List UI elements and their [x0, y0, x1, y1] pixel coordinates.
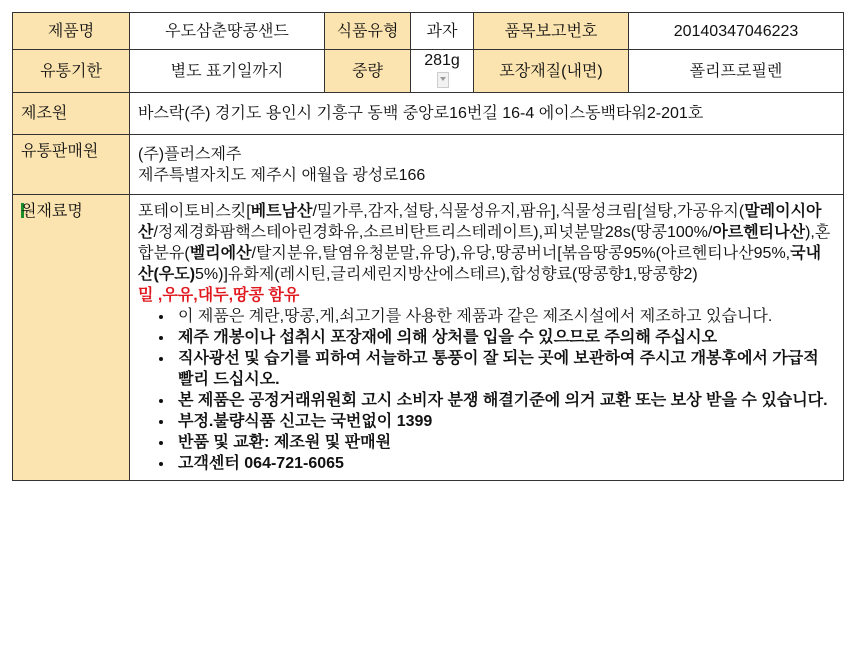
report-number-value[interactable]: 20140347046223 [629, 13, 844, 50]
notice-item: • 고객센터 064-721-6065 [174, 453, 835, 474]
table-row [13, 195, 844, 481]
product-name-value[interactable]: 우도삼춘땅콩샌드 [130, 13, 325, 50]
distributor-cell[interactable] [130, 135, 844, 195]
table-row [13, 50, 844, 93]
distributor-label: 유통판매원 [13, 135, 130, 195]
ingredients-part: 5%)]유화제(레시틴,글리세린지방산에스테르),합성향료(땅콩향1,땅콩향2) [195, 266, 698, 283]
expiry-value[interactable]: 별도 표기일까지 [130, 50, 325, 93]
manufacturer-value[interactable]: 바스락(주) 경기도 용인시 기흥구 동백 중앙로16번길 16-4 에이스동백타워2-201호 [130, 93, 844, 135]
ingredients-part: 포테이토비스킷[ [138, 203, 251, 220]
origin-highlight: 말레이시아산 [138, 203, 822, 241]
notice-list [138, 306, 835, 480]
manufacturer-label: 제조원 [13, 93, 130, 135]
ingredients-part: ),혼합분유( [138, 224, 831, 262]
packaging-value[interactable]: 폴리프로필렌 [629, 50, 844, 93]
packaging-label: 포장재질(내면) [474, 50, 629, 93]
ingredients-label-cell [13, 195, 130, 481]
origin-highlight: 벨리에산 [189, 245, 252, 262]
table-row [13, 135, 844, 195]
notice-item: • 이 제품은 계란,땅콩,게,쇠고기를 사용한 제품과 같은 제조시설에서 제조하고 있습니다. [174, 306, 835, 327]
food-type-value[interactable]: 과자 [411, 13, 474, 50]
report-number-label: 품목보고번호 [474, 13, 629, 50]
spin-arrow-icon[interactable] [437, 72, 449, 88]
food-type-label: 식품유형 [325, 13, 411, 50]
origin-highlight: 베트남산 [250, 203, 313, 220]
notice-item: • 부정.불량식품 신고는 국번없이 1399 [174, 411, 835, 432]
ingredients-part: /밀가루,감자,설탕,식물성유지,팜유],식물성크림[설탕,가공유지( [312, 203, 745, 220]
allergen-warning: 밀 ,우유,대두,땅콩 함유 [138, 287, 300, 304]
table-row [13, 13, 844, 50]
weight-cell[interactable] [411, 50, 474, 93]
product-name-label: 제품명 [13, 13, 130, 50]
ingredients-part: /정제경화팜핵스테아린경화유,소르비탄트리스테레이트),피넛분말28s(땅콩100%/ [153, 224, 713, 241]
ingredients-label: 원재료명 [21, 203, 83, 220]
distributor-name: (주)플러스제주 [138, 145, 242, 163]
ingredients-text [138, 201, 835, 285]
expiry-label: 유통기한 [13, 50, 130, 93]
origin-highlight: 국내산(우도) [138, 245, 822, 283]
notice-item: • 제주 개봉이나 섭취시 포장재에 의해 상처를 입을 수 있으므로 주의해 주십시오 [174, 327, 835, 348]
ingredients-part: /탈지분유,탈염유청분말,유당),유당,땅콩버너[볶음땅콩95%(아르헨티나산95%, [251, 245, 791, 262]
ingredients-cell[interactable] [130, 195, 844, 481]
weight-value: 281g [424, 52, 460, 69]
notice-item: • 반품 및 교환: 제조원 및 판매원 [174, 432, 835, 453]
distributor-address: 제주특별자치도 제주시 애월읍 광성로166 [138, 166, 426, 184]
notice-item: • 직사광선 및 습기를 피하여 서늘하고 통풍이 잘 되는 곳에 보관하여 주시고 개봉후에서 가급적 빨리 드십시오. [174, 348, 835, 390]
product-info-table [12, 12, 844, 481]
table-row [13, 93, 844, 135]
notice-item: • 본 제품은 공정거래위원회 고시 소비자 분쟁 해결기준에 의거 교환 또는 보상 받을 수 있습니다. [174, 390, 835, 411]
origin-highlight: 아르헨티나산 [712, 224, 806, 241]
weight-label: 중량 [325, 50, 411, 93]
